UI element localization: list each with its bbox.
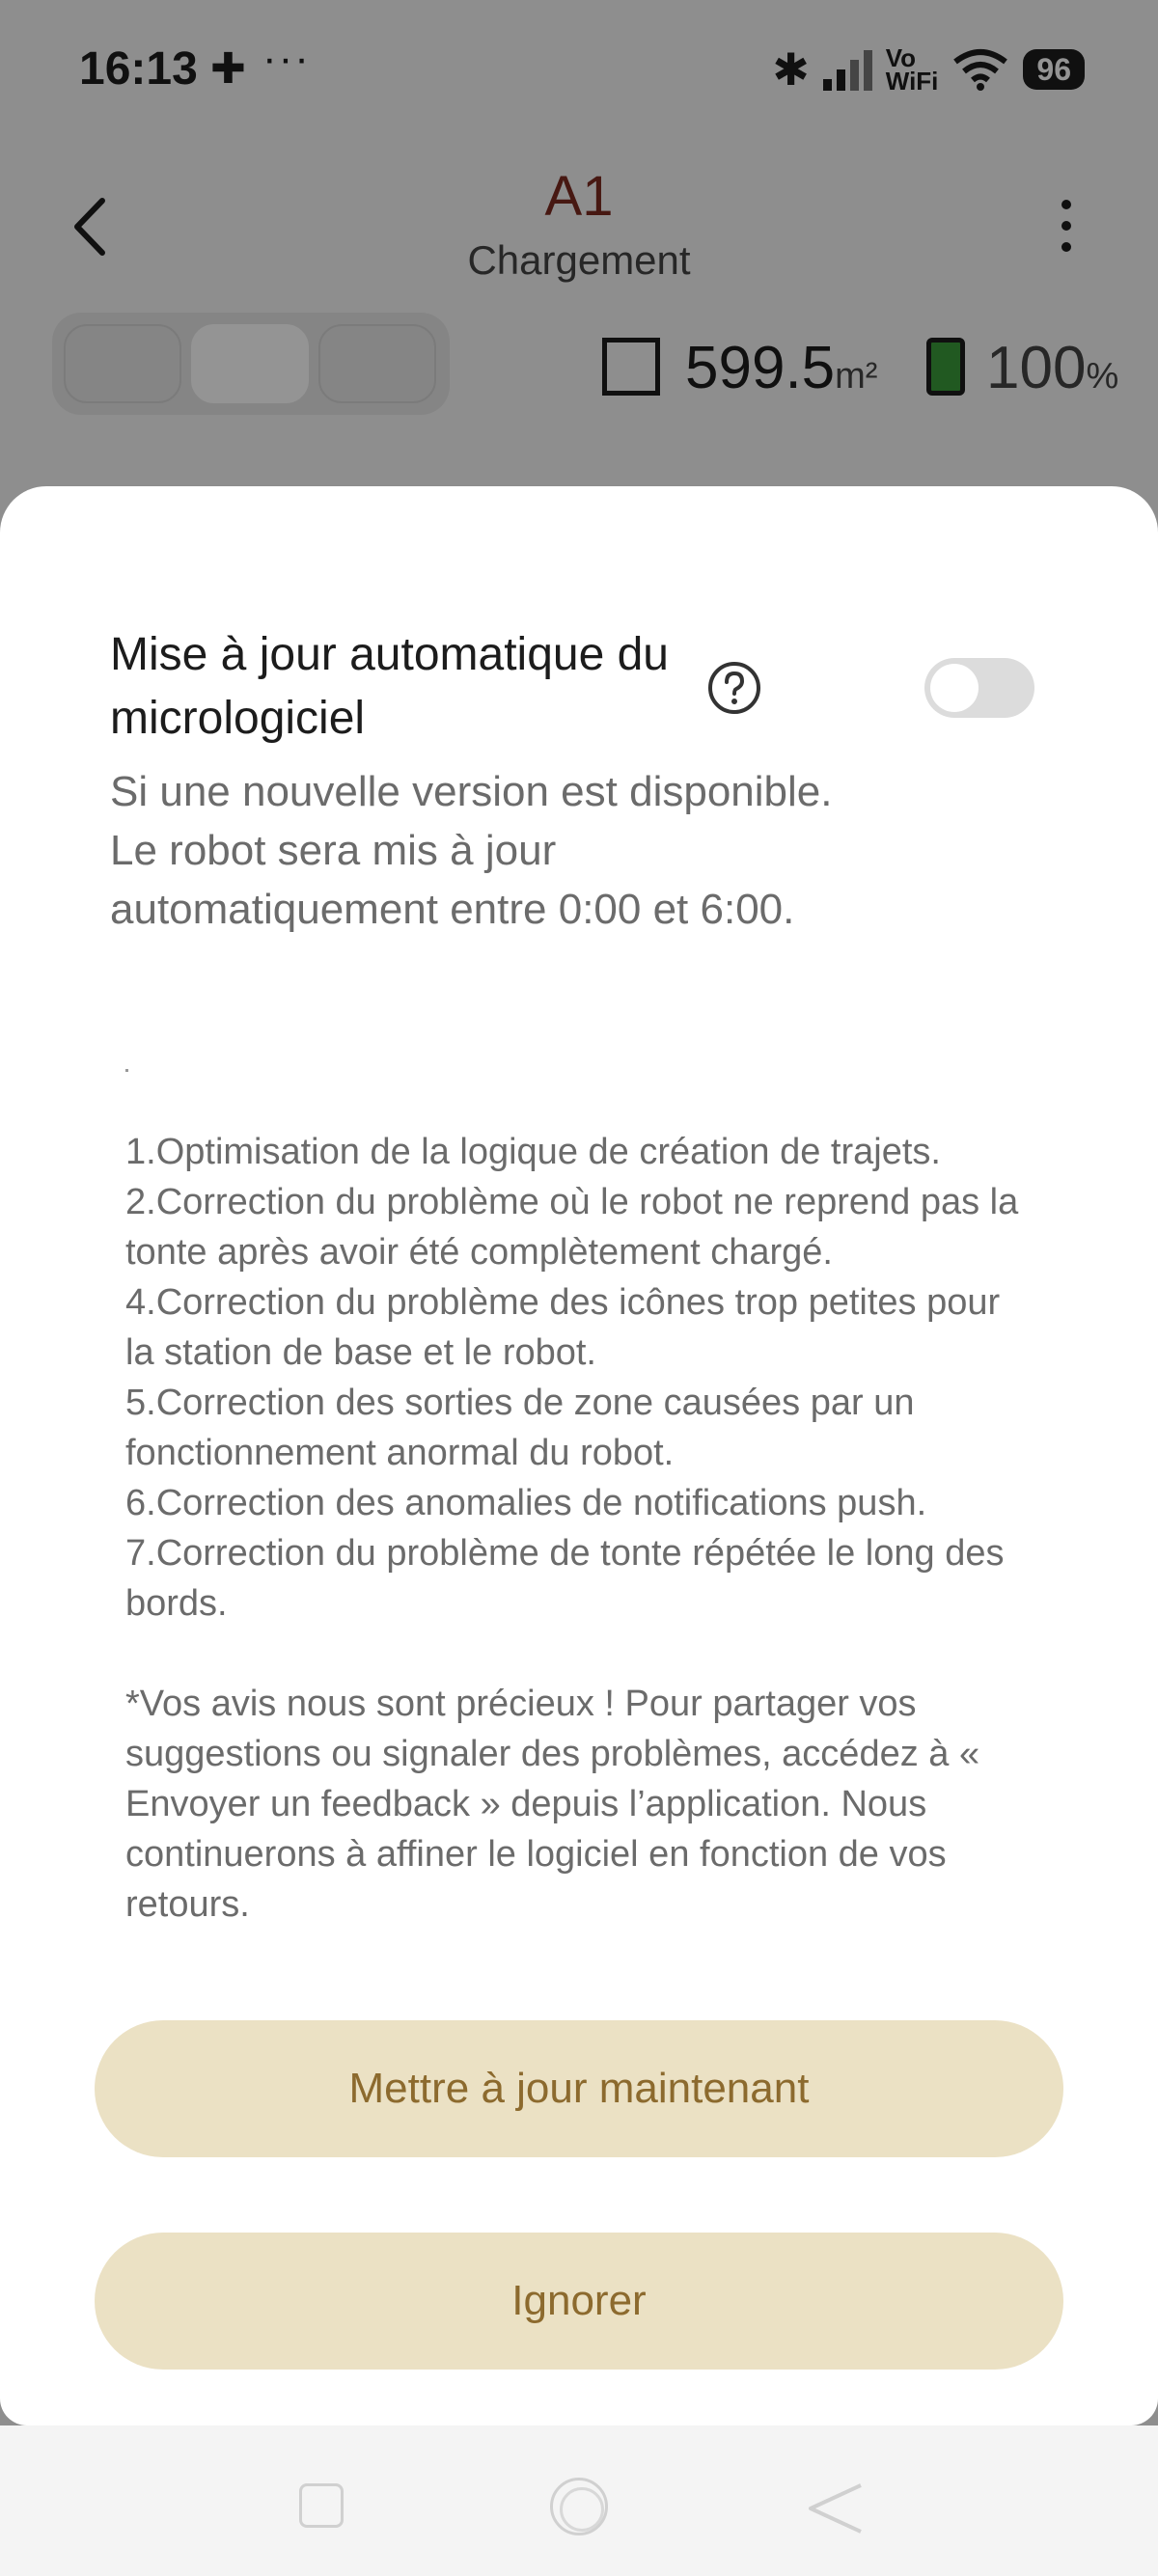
release-note-item: 7.Correction du problème de tonte répétée le long des bords. — [125, 1533, 1005, 1624]
release-notes — [125, 1127, 1033, 1930]
separator-dot — [125, 1069, 128, 1072]
home-icon[interactable] — [550, 2478, 608, 2535]
battery-level: 100% — [986, 335, 1119, 401]
feedback-note: *Vos avis nous sont précieux ! Pour partager vos suggestions ou signaler des problèmes, accédez à « Envoyer un feedback » depuis l’application. Nous continuerons à affiner le logiciel en fonction de vos retours. — [125, 1684, 980, 1925]
device-status: Chargement — [467, 237, 691, 283]
release-note-item: 2.Correction du problème où le robot ne reprend pas la tonte après avoir été complètement chargé. — [125, 1182, 1019, 1273]
auto-update-description: Si une nouvelle version est disponible. Le robot sera mis à jour automatiquement entre 0:00 et 6:00. — [110, 768, 833, 933]
vowifi-icon: Vo WiFi — [885, 43, 939, 96]
bluetooth-icon: ✱ — [772, 44, 810, 95]
nav-back-icon[interactable] — [807, 2481, 865, 2535]
system-nav-bar — [0, 2425, 1158, 2576]
toggle-knob — [930, 664, 979, 712]
release-note-item: 6.Correction des anomalies de notifications push. — [125, 1483, 927, 1523]
medical-plus-icon: ✚ — [210, 45, 246, 93]
release-note-item: 1.Optimisation de la logique de création de trajets. — [125, 1132, 941, 1172]
auto-update-title: Mise à jour automatique du micrologiciel — [110, 629, 669, 744]
more-notifications-icon: ··· — [262, 35, 311, 82]
status-time: 16:13 — [79, 43, 198, 95]
release-note-item: 5.Correction des sorties de zone causées par un fonctionnement anormal du robot. — [125, 1383, 915, 1473]
firmware-update-sheet — [0, 486, 1158, 2425]
release-note-item: 4.Correction du problème des icônes trop petites pour la station de base et le robot. — [125, 1282, 1001, 1373]
help-icon[interactable] — [706, 660, 762, 716]
battery-badge: 96 — [1023, 49, 1085, 90]
update-now-button[interactable]: Mettre à jour maintenant — [95, 2020, 1063, 2157]
device-name: A1 — [544, 165, 614, 228]
recent-apps-icon[interactable] — [299, 2483, 344, 2528]
auto-update-toggle[interactable] — [924, 658, 1034, 718]
ignore-button[interactable]: Ignorer — [95, 2233, 1063, 2370]
mowed-area: 599.5m² — [685, 335, 878, 401]
